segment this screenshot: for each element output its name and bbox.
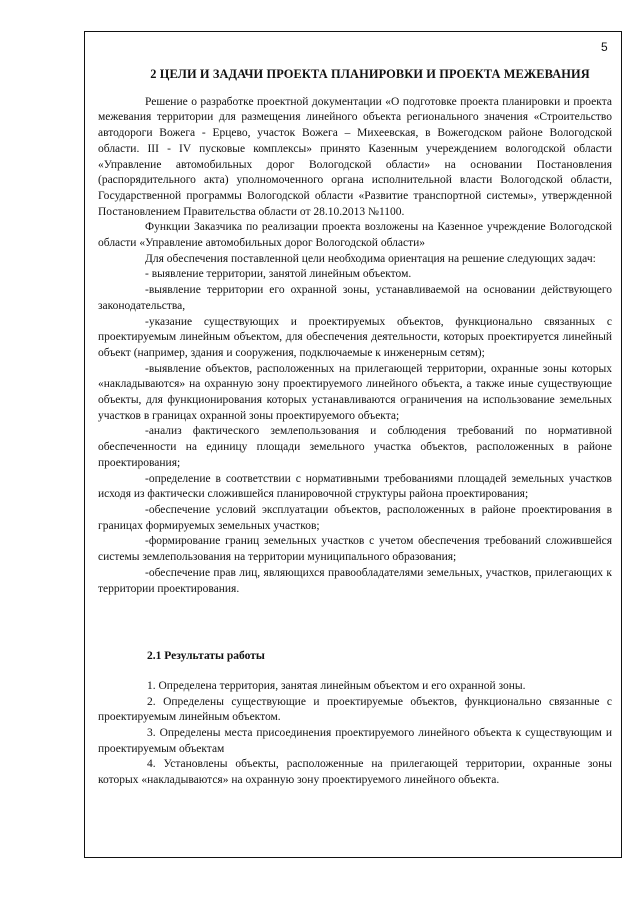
subsection-heading: 2.1 Результаты работы [147, 650, 265, 663]
results-list [98, 679, 612, 789]
document-body [98, 67, 612, 789]
result-item: 2. Определены существующие и проектируемые объектов, функционально связанные с проектируемым линейным объектом. [98, 695, 612, 724]
task-item: -обеспечение условий эксплуатации объектов, расположенных в районе проектирования в границах формируемых земельных участков; [98, 503, 612, 532]
section-heading: 2 ЦЕЛИ И ЗАДАЧИ ПРОЕКТА ПЛАНИРОВКИ И ПРОЕКТА МЕЖЕВАНИЯ [150, 67, 590, 81]
task-item: -указание существующих и проектируемых объектов, функционально связанных с проектируемым линейным объектом, для обеспечения деятельности, которых проектируется линейный объект (например, здания и сооружения, подключаемые к инженерным сетям); [98, 315, 612, 359]
result-item: 3. Определены места присоединения проектируемого линейного объекта к существующим и проектируемым объектам [98, 727, 612, 755]
task-item: -обеспечение прав лиц, являющихся правообладателями земельных, участков, прилегающих к территории проектирования. [98, 566, 612, 595]
task-item: -выявление объектов, расположенных на прилегающей территории, охранные зоны которых «накладываются» на охранную зону проектируемого линейного объекта, а также иные существующие объекты, для функционирования которых устанавливаются ограничения на использование земельных участков в границах охранной зоны проектируемого объекта; [98, 362, 612, 422]
task-item: -анализ фактического землепользования и соблюдения требований по нормативной обеспеченности на единицу площади земельного участка объектов, расположенных в районе проектирования; [98, 425, 612, 469]
result-item: 1. Определена территория, занятая линейным объектом и его охранной зоны. [147, 679, 526, 692]
paragraph: Для обеспечения поставленной цели необходима ориентация на решение следующих задач: [145, 252, 596, 265]
task-item: -выявление территории его охранной зоны, устанавливаемой на основании действующего законодательства, [98, 284, 612, 312]
task-item: -определение в соответствии с нормативными требованиями площадей земельных участков исходя из фактически сложившейся планировочной структуры района проектирования; [98, 472, 612, 501]
paragraph: Функции Заказчика по реализации проекта возложены на Казенное учреждение Вологодской области «Управление автомобильных дорог Вологодской области» [98, 221, 612, 250]
result-item: 4. Установлены объекты, расположенные на прилегающей территории, охранные зоны которых «накладываются» на охранную зону проектируемого линейного объекта. [98, 758, 612, 787]
page-number: 5 [601, 40, 608, 54]
paragraph: Решение о разработке проектной документации «О подготовке проекта планировки и проекта межевания территории для размещения линейного объекта регионального значения «Строительство автодороги Вожега - Ерцево, участок Вожега – Михеевская, в Вожегодском районе Вологодской области. III - IV пусковые комплексы» принято Казенным учереждением вологодской области «Управление автомобильных дорог Вологодской области» на основании Постановления (распорядительного акта) уполномоченного органа исполнительной власти Вологодской области, Государственной программы Вологодской области «Развитие транспортной системы», утвержденной Постановлением Правительства области от 28.10.2013 №1100. [98, 95, 612, 218]
task-item: -формирование границ земельных участков с учетом обеспечения требований сложившейся системы землепользования на территории муниципального образования; [98, 535, 612, 564]
task-item: - выявление территории, занятой линейным объектом. [145, 268, 412, 281]
